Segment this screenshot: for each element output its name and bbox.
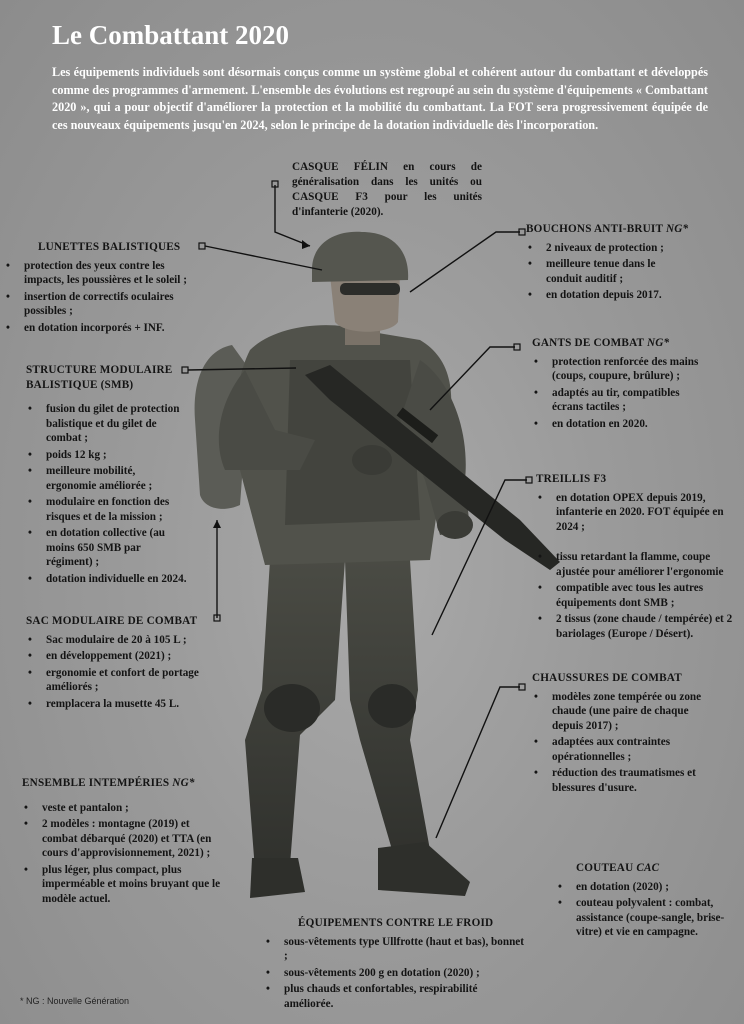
sac-block [26, 614, 214, 713]
smb-list [26, 402, 188, 586]
list-item: • en dotation OPEX depuis 2019, infanterie en 2020. FOT équipée en 2024 ; [536, 491, 736, 535]
list-item: • en dotation collective (au moins 650 SMB par régiment) ; [26, 526, 188, 570]
smb-block [26, 363, 188, 588]
couteau-block [556, 861, 736, 942]
right-kneepad [368, 684, 416, 728]
intro-paragraph: Les équipements individuels sont désormais conçus comme un système global et cohérent autour du combattant et développés comme des programmes d'armement. L'ensemble des évolutions est regroupé au sein du système d'équipements « Combattant 2020 », qui a pour objectif d'améliorer la protection et la mobilité du combattant. La FOT sera progressivement équipée de ces nouveaux équipements jusqu'en 2024, selon le principe de la dotation individuelle dès l'incorporation. [52, 65, 708, 132]
chaussures-heading: CHAUSSURES DE COMBAT [532, 672, 682, 684]
treillis-list [536, 491, 736, 642]
gants-block [532, 336, 712, 433]
list-item: • veste et pantalon ; [22, 801, 222, 816]
left-kneepad [264, 684, 320, 732]
bouchons-heading-suffix: NG* [665, 223, 689, 235]
list-item: • compatible avec tous les autres équipements dont SMB ; [536, 581, 736, 610]
list-item: • Sac modulaire de 20 à 105 L ; [26, 633, 214, 648]
gants-heading [532, 336, 712, 351]
intemperies-heading-suffix: NG* [172, 777, 195, 789]
list-item: • 2 tissus (zone chaude / tempérée) et 2 bariolages (Europe / Désert). [536, 612, 736, 641]
bouchons-heading-text: BOUCHONS ANTI-BRUIT [526, 223, 663, 235]
list-item: • tissu retardant la flamme, coupe ajustée pour améliorer l'ergonomie [536, 550, 736, 579]
casque-block [292, 160, 482, 220]
list-item: • plus léger, plus compact, plus imperméable et moins bruyant que le modèle actuel. [22, 863, 222, 907]
treillis-block [536, 472, 736, 643]
couteau-heading-suffix: CAC [636, 862, 660, 874]
list-item: • ergonomie et confort de portage améliorés ; [26, 666, 214, 695]
casque-text: CASQUE FÉLIN en cours de généralisation dans les unités ou CASQUE F3 pour les unités d'infanterie (2020). [292, 161, 482, 218]
froid-heading: ÉQUIPEMENTS CONTRE LE FROID [298, 917, 494, 929]
lunettes-block [4, 240, 200, 337]
list-item: • 2 niveaux de protection ; [526, 241, 686, 256]
page-title: Le Combattant 2020 [52, 20, 289, 50]
list-item: • sous-vêtements type Ullfrotte (haut et bas), bonnet ; [264, 935, 526, 964]
treillis-heading: TREILLIS F3 [536, 473, 607, 485]
list-item: • en dotation incorporés + INF. [4, 321, 200, 336]
list-item: • meilleure mobilité, ergonomie améliorée ; [26, 464, 188, 493]
couteau-heading [576, 861, 736, 876]
list-item: • plus chauds et confortables, respirabilité améliorée. [264, 982, 526, 1011]
lunettes-list [4, 259, 200, 336]
helmet-shape [312, 232, 408, 282]
list-item: • 2 modèles : montagne (2019) et combat débarqué (2020) et TTA (en cours d'approvisionnement, 2021) ; [22, 817, 222, 861]
froid-list [264, 935, 526, 1012]
right-glove [437, 511, 473, 539]
left-boot [250, 858, 305, 898]
footnote: * NG : Nouvelle Génération [20, 996, 130, 1006]
bouchons-heading [526, 222, 736, 237]
list-item: • modulaire en fonction des risques et de la mission ; [26, 495, 188, 524]
list-item: • protection des yeux contre les impacts, les poussières et le soleil ; [4, 259, 200, 288]
bouchons-block [526, 222, 736, 305]
list-item: • couteau polyvalent : combat, assistance (coupe-sangle, brise-vitre) et vie en campagne. [556, 896, 736, 940]
intemperies-block [22, 776, 222, 908]
list-item: • sous-vêtements 200 g en dotation (2020) ; [264, 966, 526, 981]
intemperies-heading-text: ENSEMBLE INTEMPÉRIES [22, 777, 170, 789]
bouchons-list [526, 241, 686, 303]
chaussures-list [532, 690, 712, 796]
list-item: • adaptées aux contraintes opérationnelles ; [532, 735, 712, 764]
intemperies-list [22, 801, 222, 907]
list-item: • fusion du gilet de protection balistique et du gilet de combat ; [26, 402, 188, 446]
list-item: • protection renforcée des mains (coups, coupure, brûlure) ; [532, 355, 712, 384]
couteau-heading-text: COUTEAU [576, 862, 634, 874]
sac-heading: SAC MODULAIRE DE COMBAT [26, 615, 198, 627]
left-glove [352, 445, 392, 475]
list-item: • en dotation depuis 2017. [526, 288, 686, 303]
list-item: • en développement (2021) ; [26, 649, 214, 664]
list-item: • dotation individuelle en 2024. [26, 572, 188, 587]
list-item: • meilleure tenue dans le conduit auditif ; [526, 257, 686, 286]
lunettes-heading: LUNETTES BALISTIQUES [38, 241, 181, 253]
list-item: • poids 12 kg ; [26, 448, 188, 463]
couteau-list [556, 880, 736, 940]
list-item: • réduction des traumatismes et blessures d'usure. [532, 766, 712, 795]
gants-list [532, 355, 712, 432]
list-item: • modèles zone tempérée ou zone chaude (une paire de chaque depuis 2017) ; [532, 690, 712, 734]
list-item: • adaptés au tir, compatibles écrans tactiles ; [532, 386, 712, 415]
chaussures-block [532, 671, 712, 797]
sac-list [26, 633, 214, 712]
gants-heading-suffix: NG* [647, 337, 670, 349]
gants-heading-text: GANTS DE COMBAT [532, 337, 644, 349]
intemperies-heading [22, 776, 222, 791]
smb-heading: STRUCTURE MODULAIRE BALISTIQUE (SMB) [26, 364, 173, 391]
list-item: • en dotation (2020) ; [556, 880, 736, 895]
list-item: • insertion de correctifs oculaires possibles ; [4, 290, 200, 319]
list-item: • remplacera la musette 45 L. [26, 697, 214, 712]
right-boot [378, 842, 470, 896]
froid-block [264, 916, 526, 1013]
list-item: • en dotation en 2020. [532, 417, 712, 432]
glasses-shape [340, 283, 400, 295]
